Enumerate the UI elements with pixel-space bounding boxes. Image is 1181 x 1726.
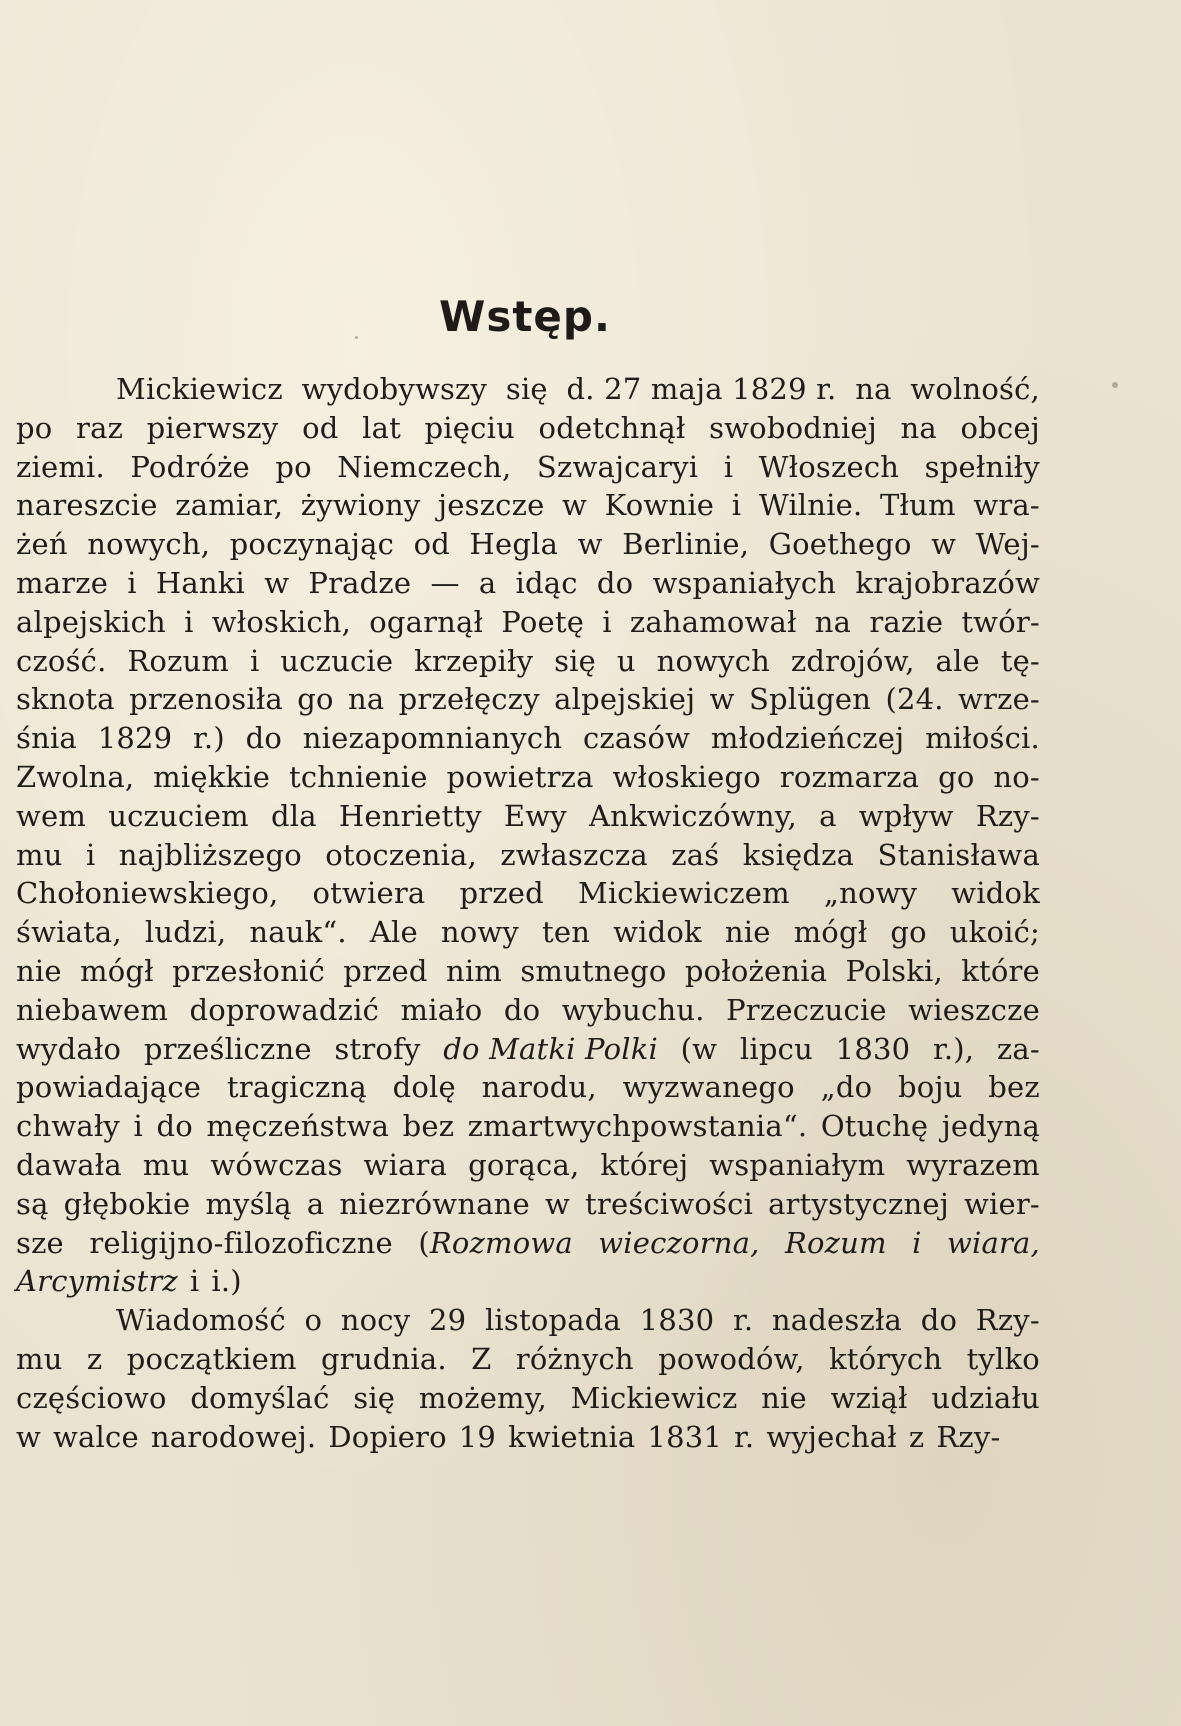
word: chwały — [16, 1109, 121, 1144]
word: Mickiewicz — [116, 372, 283, 406]
word: nowych — [656, 643, 771, 678]
word: księdza — [742, 837, 855, 872]
word: go — [297, 682, 334, 717]
word: zahamował — [629, 604, 797, 639]
word: w — [16, 1419, 42, 1454]
word: narodowej. — [150, 1419, 317, 1454]
word: wyrazem — [906, 1147, 1040, 1182]
text-line — [16, 486, 1040, 525]
word: nie — [724, 915, 771, 950]
word: mógł — [793, 915, 868, 950]
word: nie — [16, 953, 62, 988]
word: r. — [732, 1303, 754, 1338]
word: dla — [271, 798, 317, 833]
word: młodzieńczej — [710, 721, 905, 756]
word: Włoszech — [758, 449, 900, 484]
text-line — [16, 1379, 1040, 1418]
word: ukoić; — [949, 915, 1040, 950]
word: krzepiły — [414, 643, 534, 678]
word: z — [908, 1419, 925, 1454]
word: do — [596, 565, 634, 600]
word: 1830 — [639, 1303, 715, 1338]
word: Tłum — [880, 488, 956, 523]
word: tę- — [1000, 643, 1040, 678]
word: 19 — [458, 1419, 497, 1454]
word: nareszcie — [16, 488, 158, 523]
word: a — [819, 798, 837, 833]
word: żeń — [16, 527, 68, 562]
word: wybuchu. — [561, 992, 705, 1027]
word: Poetę — [501, 604, 585, 639]
word: r.) — [193, 721, 225, 756]
text-line — [16, 564, 1040, 603]
word: wiara, — [946, 1225, 1040, 1260]
word: i — [731, 488, 742, 523]
word: niezapomnianych — [302, 721, 563, 756]
word: domyślać — [190, 1380, 330, 1415]
text-line — [16, 1340, 1040, 1379]
word: otoczenia, — [325, 837, 477, 872]
word: zwłaszcza — [500, 837, 648, 872]
text-line — [16, 642, 1040, 681]
word: nauk“. — [249, 915, 347, 950]
word: sknota — [16, 682, 115, 717]
word: zmartwychpowstania“. — [467, 1109, 808, 1144]
word: raz — [76, 410, 124, 445]
text-line — [16, 603, 1040, 642]
text-line — [16, 525, 1040, 564]
word: nim — [445, 953, 503, 988]
word: ziemi. — [16, 449, 105, 484]
word: Berlinie, — [622, 527, 750, 562]
word: (w — [680, 1031, 718, 1066]
paper-speck — [355, 336, 358, 339]
word: przełęczy — [398, 682, 540, 717]
word: Splügen — [748, 682, 872, 717]
word: kwietnia — [508, 1419, 636, 1454]
text-line — [16, 409, 1040, 448]
word: miłości. — [925, 721, 1040, 756]
word: zdrojów, — [790, 643, 915, 678]
word: głębokie — [63, 1186, 191, 1221]
text-line — [16, 913, 1040, 952]
word: „do — [820, 1070, 873, 1105]
text-line — [16, 719, 1040, 758]
word: idąc — [515, 565, 578, 600]
word: z — [86, 1341, 103, 1376]
word: są — [16, 1186, 49, 1221]
word: tylko — [966, 1341, 1040, 1376]
word: boju — [898, 1070, 963, 1105]
word: jeszcze — [438, 488, 545, 523]
word: 29 — [428, 1303, 467, 1338]
text-line — [16, 1030, 1040, 1069]
word: tchnienie — [288, 759, 428, 794]
word: Chołoniewskiego, — [16, 876, 279, 911]
word: Polski, — [845, 953, 943, 988]
word: dolę — [392, 1070, 456, 1105]
word: 1829 — [97, 721, 173, 756]
word: 1831 — [647, 1419, 723, 1454]
word: żywiony — [300, 488, 421, 523]
word: powodów, — [658, 1341, 805, 1376]
word: w — [544, 1186, 570, 1221]
word: ale — [935, 643, 980, 678]
word: Mickiewiczem — [577, 876, 790, 911]
word: wiara — [363, 1147, 448, 1182]
word: grudnia. — [321, 1341, 447, 1376]
word: Mickiewicz — [570, 1380, 738, 1415]
word: możemy, — [418, 1380, 547, 1415]
text-line — [16, 758, 1040, 797]
word: widok — [951, 876, 1040, 911]
word: wier- — [963, 1186, 1040, 1221]
word: lat — [362, 410, 401, 445]
text-line — [16, 991, 1040, 1030]
word: Rzy- — [975, 798, 1040, 833]
word: Hanki — [155, 565, 246, 600]
word: Wiadomość — [116, 1303, 286, 1338]
word: i — [602, 604, 612, 639]
word: strofy — [334, 1031, 421, 1066]
word: Dopiero — [328, 1419, 447, 1454]
word: mu — [16, 837, 63, 872]
word: od — [302, 410, 339, 445]
word: której — [600, 1147, 689, 1182]
word: wydało — [16, 1031, 122, 1066]
word: zamiar, — [175, 488, 284, 523]
word: ludzi, — [144, 915, 227, 950]
word: doprowadzić — [189, 992, 380, 1027]
word: widok — [613, 915, 702, 950]
word: obcej — [960, 410, 1040, 445]
word: czasów — [582, 721, 691, 756]
word: nie — [761, 1380, 807, 1415]
text-line — [16, 370, 1040, 409]
word: Hegla — [469, 527, 559, 562]
word: do Matki Polki — [443, 1031, 658, 1066]
word: powietrza — [446, 759, 594, 794]
word: Z — [471, 1341, 492, 1376]
word: czość. — [16, 643, 107, 678]
word: od — [413, 527, 451, 562]
word: Pradze — [308, 565, 412, 600]
word: Goethego — [768, 527, 912, 562]
word: nowy — [440, 915, 520, 950]
word: i — [127, 565, 137, 600]
word: Wilnie. — [758, 488, 863, 523]
word: i — [133, 1109, 143, 1144]
word: na — [855, 372, 892, 406]
word: no- — [993, 759, 1040, 794]
word: najbliższego — [118, 837, 302, 872]
word: go — [890, 915, 927, 950]
word: wyzwanego — [622, 1070, 795, 1105]
body-text — [16, 370, 1040, 1456]
word: wieszcze — [908, 992, 1040, 1027]
word: bez — [402, 1109, 455, 1144]
text-line — [16, 874, 1040, 913]
word: alpejskich — [16, 604, 166, 639]
word: przesłonić — [172, 953, 325, 988]
word: różnych — [515, 1341, 634, 1376]
word: wspaniałym — [709, 1147, 886, 1182]
word: i.) — [211, 1264, 242, 1299]
word: miało — [400, 992, 483, 1027]
word: przenosiła — [129, 682, 283, 717]
word: tragiczną — [226, 1070, 367, 1105]
word: pierwszy — [146, 410, 279, 445]
word: lipcu — [739, 1031, 813, 1066]
word: się — [353, 1380, 396, 1415]
word: nadeszła — [771, 1303, 903, 1338]
word: spełniły — [924, 449, 1040, 484]
word: zaś — [671, 837, 720, 872]
word: Szwajcaryi — [536, 449, 699, 484]
word: — — [430, 565, 460, 600]
word: wrze- — [958, 682, 1040, 717]
word: Wej- — [975, 527, 1040, 562]
word: o — [304, 1303, 323, 1338]
word: rozmarza — [779, 759, 920, 794]
word: mu — [142, 1147, 190, 1182]
word: wziął — [830, 1380, 908, 1415]
word: Henrietty — [338, 798, 482, 833]
word: wieczorna, — [598, 1225, 760, 1260]
text-line — [16, 1068, 1040, 1107]
word: (Rozmowa — [418, 1225, 573, 1260]
word: (24. — [885, 682, 944, 717]
word: jedyną — [941, 1109, 1040, 1144]
word: mógł — [80, 953, 154, 988]
word: w — [709, 682, 735, 717]
word: wolność, — [910, 372, 1040, 406]
word: Przeczucie — [726, 992, 887, 1027]
word: przed — [343, 953, 428, 988]
word: wydobywszy — [301, 372, 488, 406]
text-line — [16, 1418, 1040, 1457]
word: początkiem — [126, 1341, 297, 1376]
word: i — [189, 1264, 200, 1299]
word: poczynając — [229, 527, 395, 562]
word: smutnego — [520, 953, 667, 988]
word: w — [577, 527, 603, 562]
word: krajobrazów — [855, 565, 1040, 600]
word: bez — [988, 1070, 1040, 1105]
word: gorąca, — [468, 1147, 580, 1182]
text-line — [16, 1146, 1040, 1185]
word: Rozum — [784, 1225, 887, 1260]
word: a — [306, 1186, 325, 1221]
word: Zwolna, — [16, 759, 135, 794]
word: niebawem — [16, 992, 169, 1027]
word: na — [814, 604, 852, 639]
word: powiadające — [16, 1070, 202, 1105]
word: swobodniej — [709, 410, 877, 445]
word: w — [264, 565, 290, 600]
word: Arcymistrz — [16, 1264, 178, 1299]
word: na — [900, 410, 937, 445]
word: niezrównane — [339, 1186, 530, 1221]
word: męczeństwa — [206, 1109, 390, 1144]
word: Ewy — [503, 798, 567, 833]
word: częściowo — [16, 1380, 167, 1415]
page-heading: Wstęp. — [439, 292, 611, 341]
word: artystycznej — [768, 1186, 949, 1221]
word: u — [616, 643, 636, 678]
word: twór- — [961, 604, 1040, 639]
word: do — [156, 1109, 193, 1144]
word: nocy — [340, 1303, 411, 1338]
word: „nowy — [823, 876, 918, 911]
word: uczuciem — [108, 798, 249, 833]
text-line — [16, 1107, 1040, 1146]
word: Kownie — [604, 488, 715, 523]
word: odetchnął — [538, 410, 686, 445]
word: włoskiego — [612, 759, 761, 794]
word: i — [723, 449, 734, 484]
word: i — [912, 1225, 922, 1260]
text-line — [16, 1185, 1040, 1224]
word: mu — [16, 1341, 63, 1376]
word: nowych, — [87, 527, 211, 562]
word: włoskich, — [211, 604, 352, 639]
word: listopada — [484, 1303, 622, 1338]
word: wyjechał — [766, 1419, 897, 1454]
word: Ale — [369, 915, 418, 950]
text-line — [16, 680, 1040, 719]
word: się — [554, 643, 596, 678]
text-line — [16, 797, 1040, 836]
word: Otuchę — [820, 1109, 929, 1144]
word: Stanisława — [877, 837, 1040, 872]
word: uczucie — [280, 643, 394, 678]
word: narodu, — [481, 1070, 597, 1105]
word: d. 27 maja 1829 r. — [566, 372, 837, 406]
word: śnia — [16, 721, 77, 756]
word: po — [16, 410, 53, 445]
word: do — [920, 1303, 958, 1338]
text-line — [16, 1224, 1040, 1263]
word: które — [961, 953, 1040, 988]
word: walce — [53, 1419, 139, 1454]
word: położenia — [684, 953, 828, 988]
word: sze — [16, 1225, 64, 1260]
word: otwiera — [312, 876, 426, 911]
word: dawała — [16, 1147, 122, 1182]
word: Rzy- — [936, 1419, 1001, 1454]
word: wpływ — [858, 798, 954, 833]
word: na — [347, 682, 385, 717]
word: marze — [16, 565, 109, 600]
text-line — [16, 1262, 1040, 1301]
word: Niemczech, — [337, 449, 512, 484]
text-line — [16, 1301, 1040, 1340]
word: i — [184, 604, 194, 639]
word: wówczas — [210, 1147, 343, 1182]
word: prześliczne — [143, 1031, 312, 1066]
word: pięciu — [424, 410, 515, 445]
word: Rozum — [127, 643, 230, 678]
word: do — [245, 721, 283, 756]
word: a — [478, 565, 497, 600]
word: razie — [869, 604, 944, 639]
word: za- — [996, 1031, 1040, 1066]
word: udziału — [931, 1380, 1040, 1415]
text-line — [16, 952, 1040, 991]
word: świata, — [16, 915, 122, 950]
word: po — [275, 449, 312, 484]
word: religijno-filozoficzne — [89, 1225, 393, 1260]
text-line — [16, 448, 1040, 487]
paper-speck — [1112, 382, 1118, 388]
word: r.), — [932, 1031, 975, 1066]
word: Podróże — [130, 449, 250, 484]
word: go — [938, 759, 975, 794]
word: wspaniałych — [652, 565, 837, 600]
word: 1830 — [835, 1031, 911, 1066]
word: Rzy- — [975, 1303, 1040, 1338]
word: do — [503, 992, 541, 1027]
word: w — [931, 527, 957, 562]
word: alpejskiej — [554, 682, 696, 717]
word: Ankwiczówny, — [589, 798, 797, 833]
word: myślą — [205, 1186, 292, 1221]
word: wra- — [973, 488, 1040, 523]
word: ten — [542, 915, 591, 950]
word: których — [828, 1341, 943, 1376]
word: przed — [459, 876, 544, 911]
word: r. — [734, 1419, 755, 1454]
text-line — [16, 836, 1040, 875]
word: ogarnął — [369, 604, 484, 639]
word: treściwości — [585, 1186, 754, 1221]
word: wem — [16, 798, 87, 833]
word: się — [505, 372, 548, 406]
word: i — [85, 837, 96, 872]
word: i — [249, 643, 260, 678]
word: w — [562, 488, 588, 523]
word: miękkie — [153, 759, 271, 794]
